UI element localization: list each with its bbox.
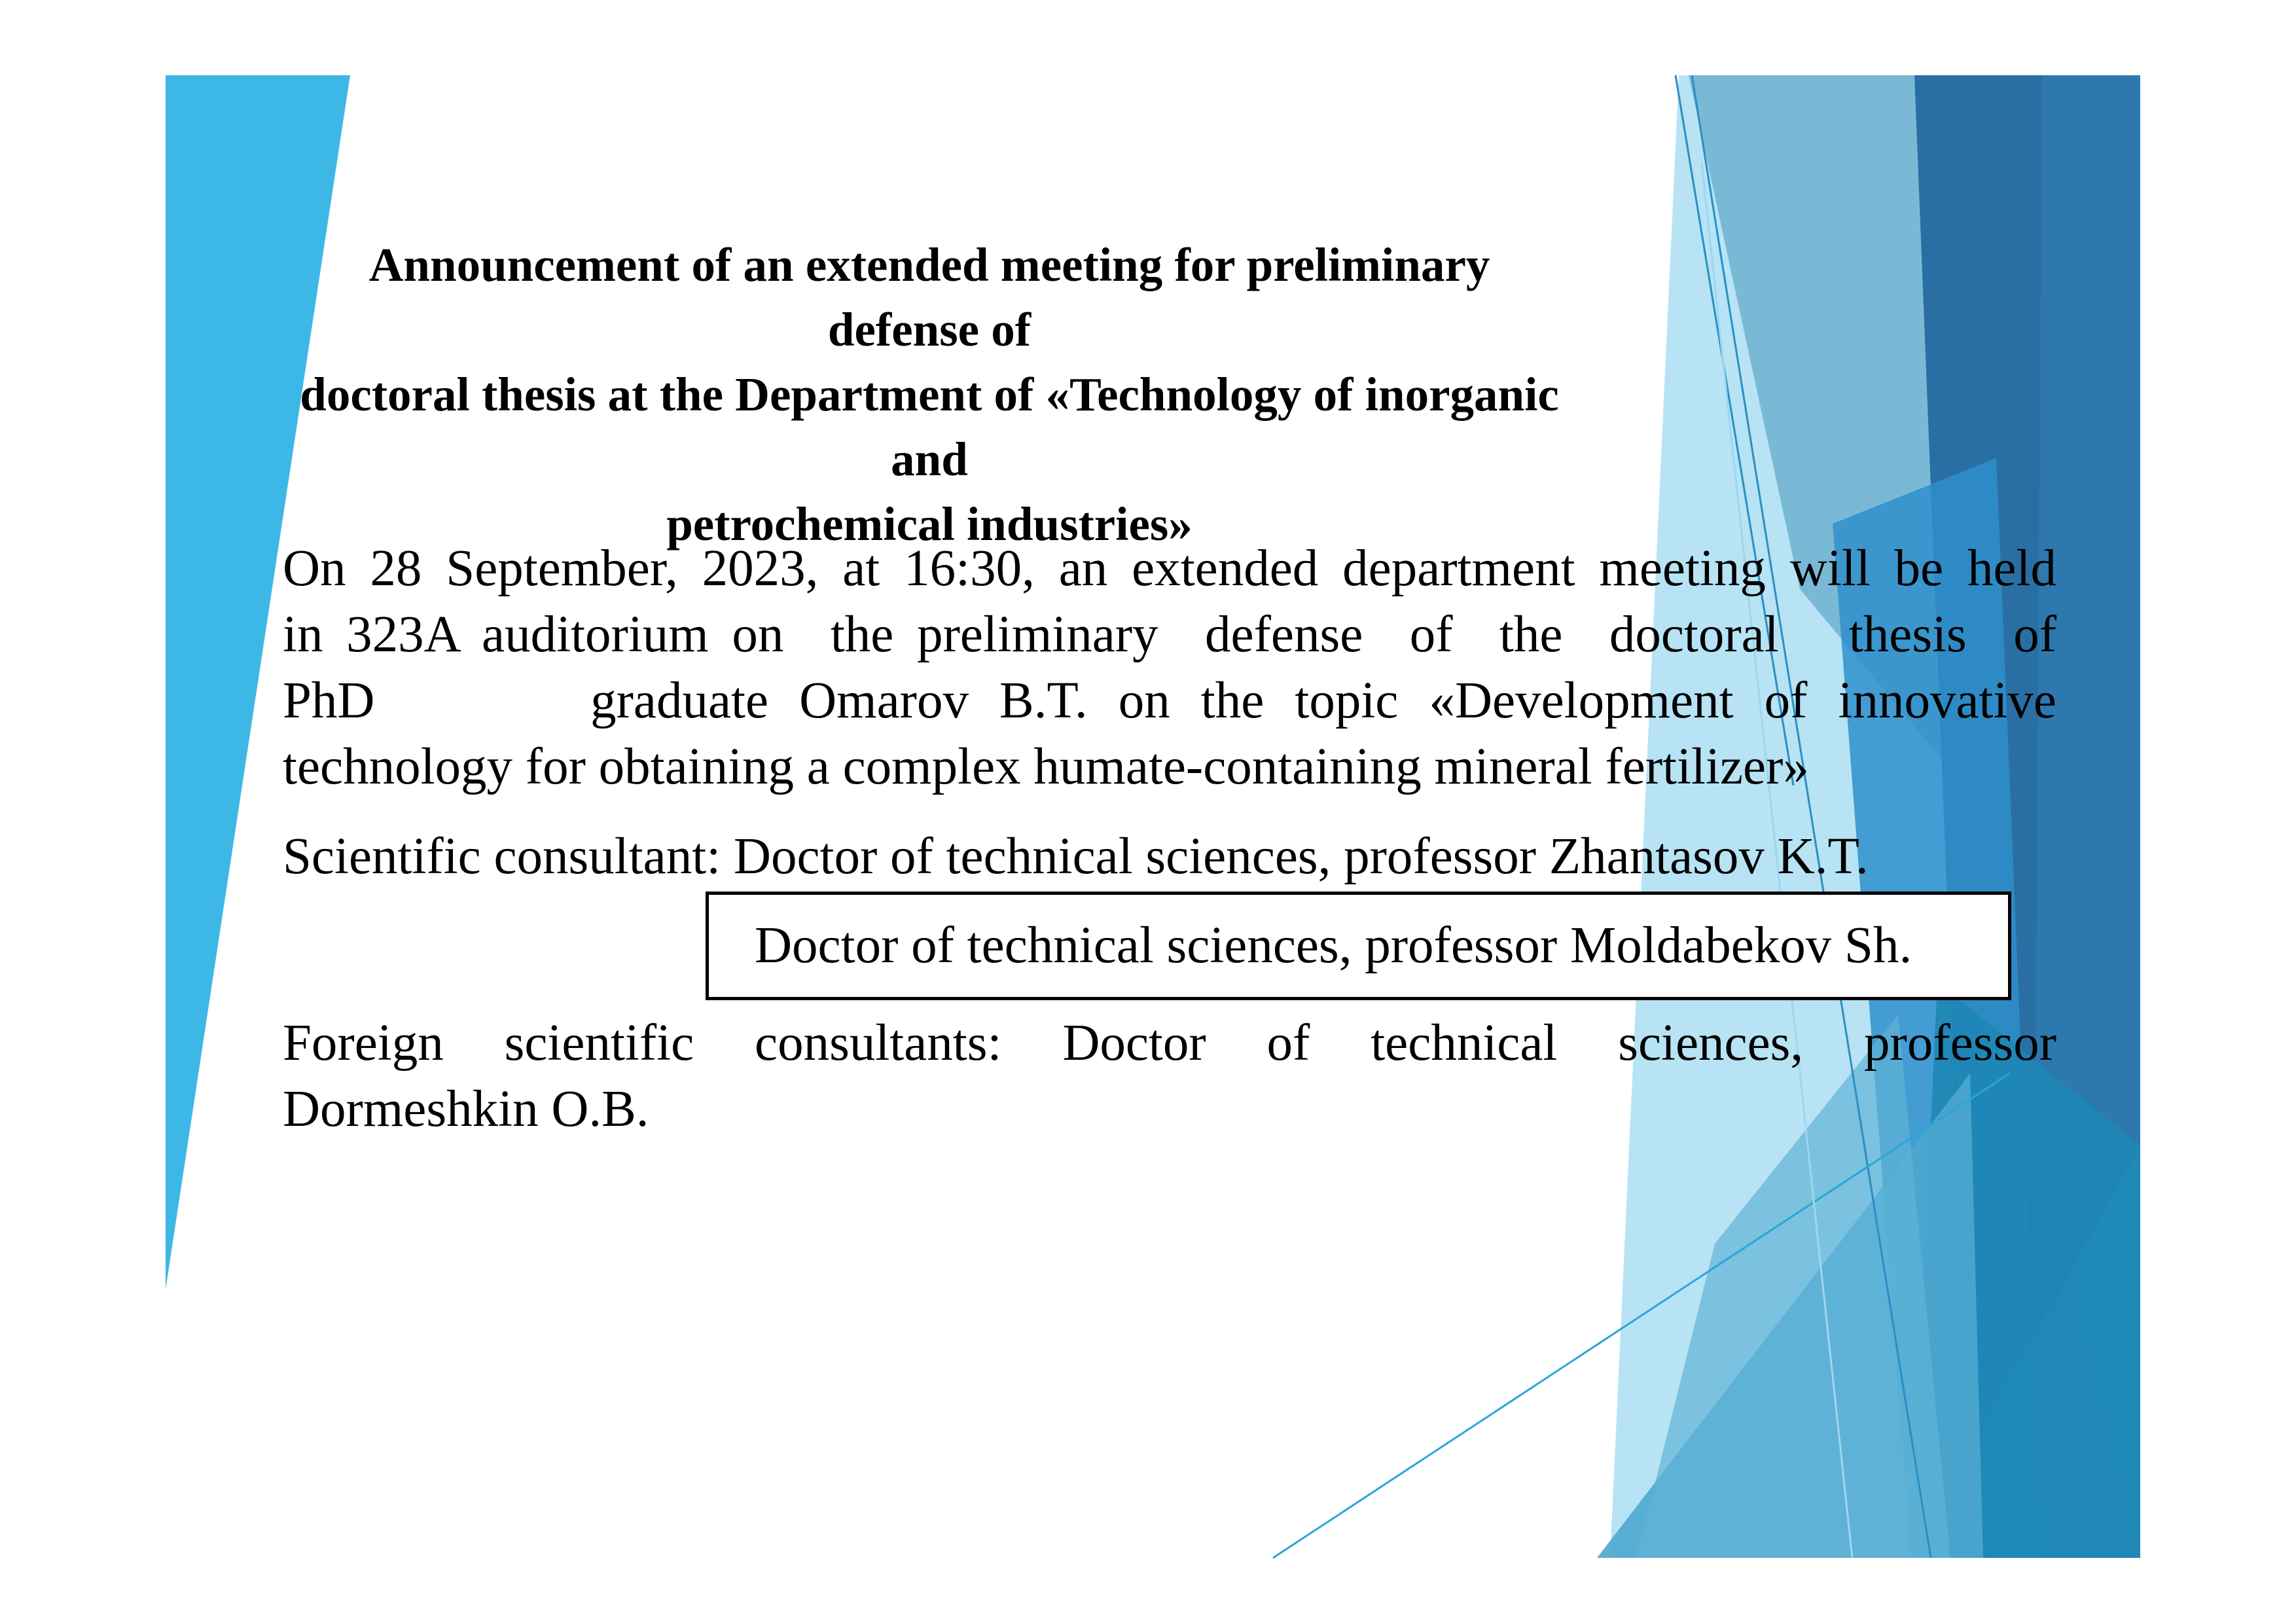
title-line: petrochemical industries» (666, 497, 1193, 550)
announcement-title (288, 232, 1571, 556)
description-line: technology for obtaining a complex humate-containing mineral fertilizer» (283, 738, 1809, 795)
scientific-consultant-text: Scientific consultant: Doctor of technical sciences, professor Zhantasov K.T. (283, 828, 1869, 885)
title-line: doctoral thesis at the Department of «Technology of inorganic and (300, 368, 1559, 486)
meeting-description (283, 535, 2056, 800)
description-line: PhD graduate Omarov B.T. on the topic «Development of innovative (283, 672, 2056, 729)
title-line: Announcement of an extended meeting for preliminary defense of (368, 238, 1490, 356)
description-line: On 28 September, 2023, at 16:30, an extended department meeting will be held (283, 540, 2056, 597)
foreign-consultants-line: Foreign scientific consultants: Doctor of technical sciences, professor (283, 1015, 2056, 1072)
second-consultant-text: Doctor of technical sciences, professor Moldabekov Sh. (755, 917, 1912, 974)
foreign-consultants-line: Dormeshkin O.B. (283, 1081, 649, 1138)
scientific-consultant (283, 823, 2056, 890)
description-line: in 323A auditorium on the preliminary defense of the doctoral thesis of (283, 606, 2056, 663)
foreign-consultants (283, 1010, 2056, 1142)
second-consultant-box (706, 892, 2011, 1000)
